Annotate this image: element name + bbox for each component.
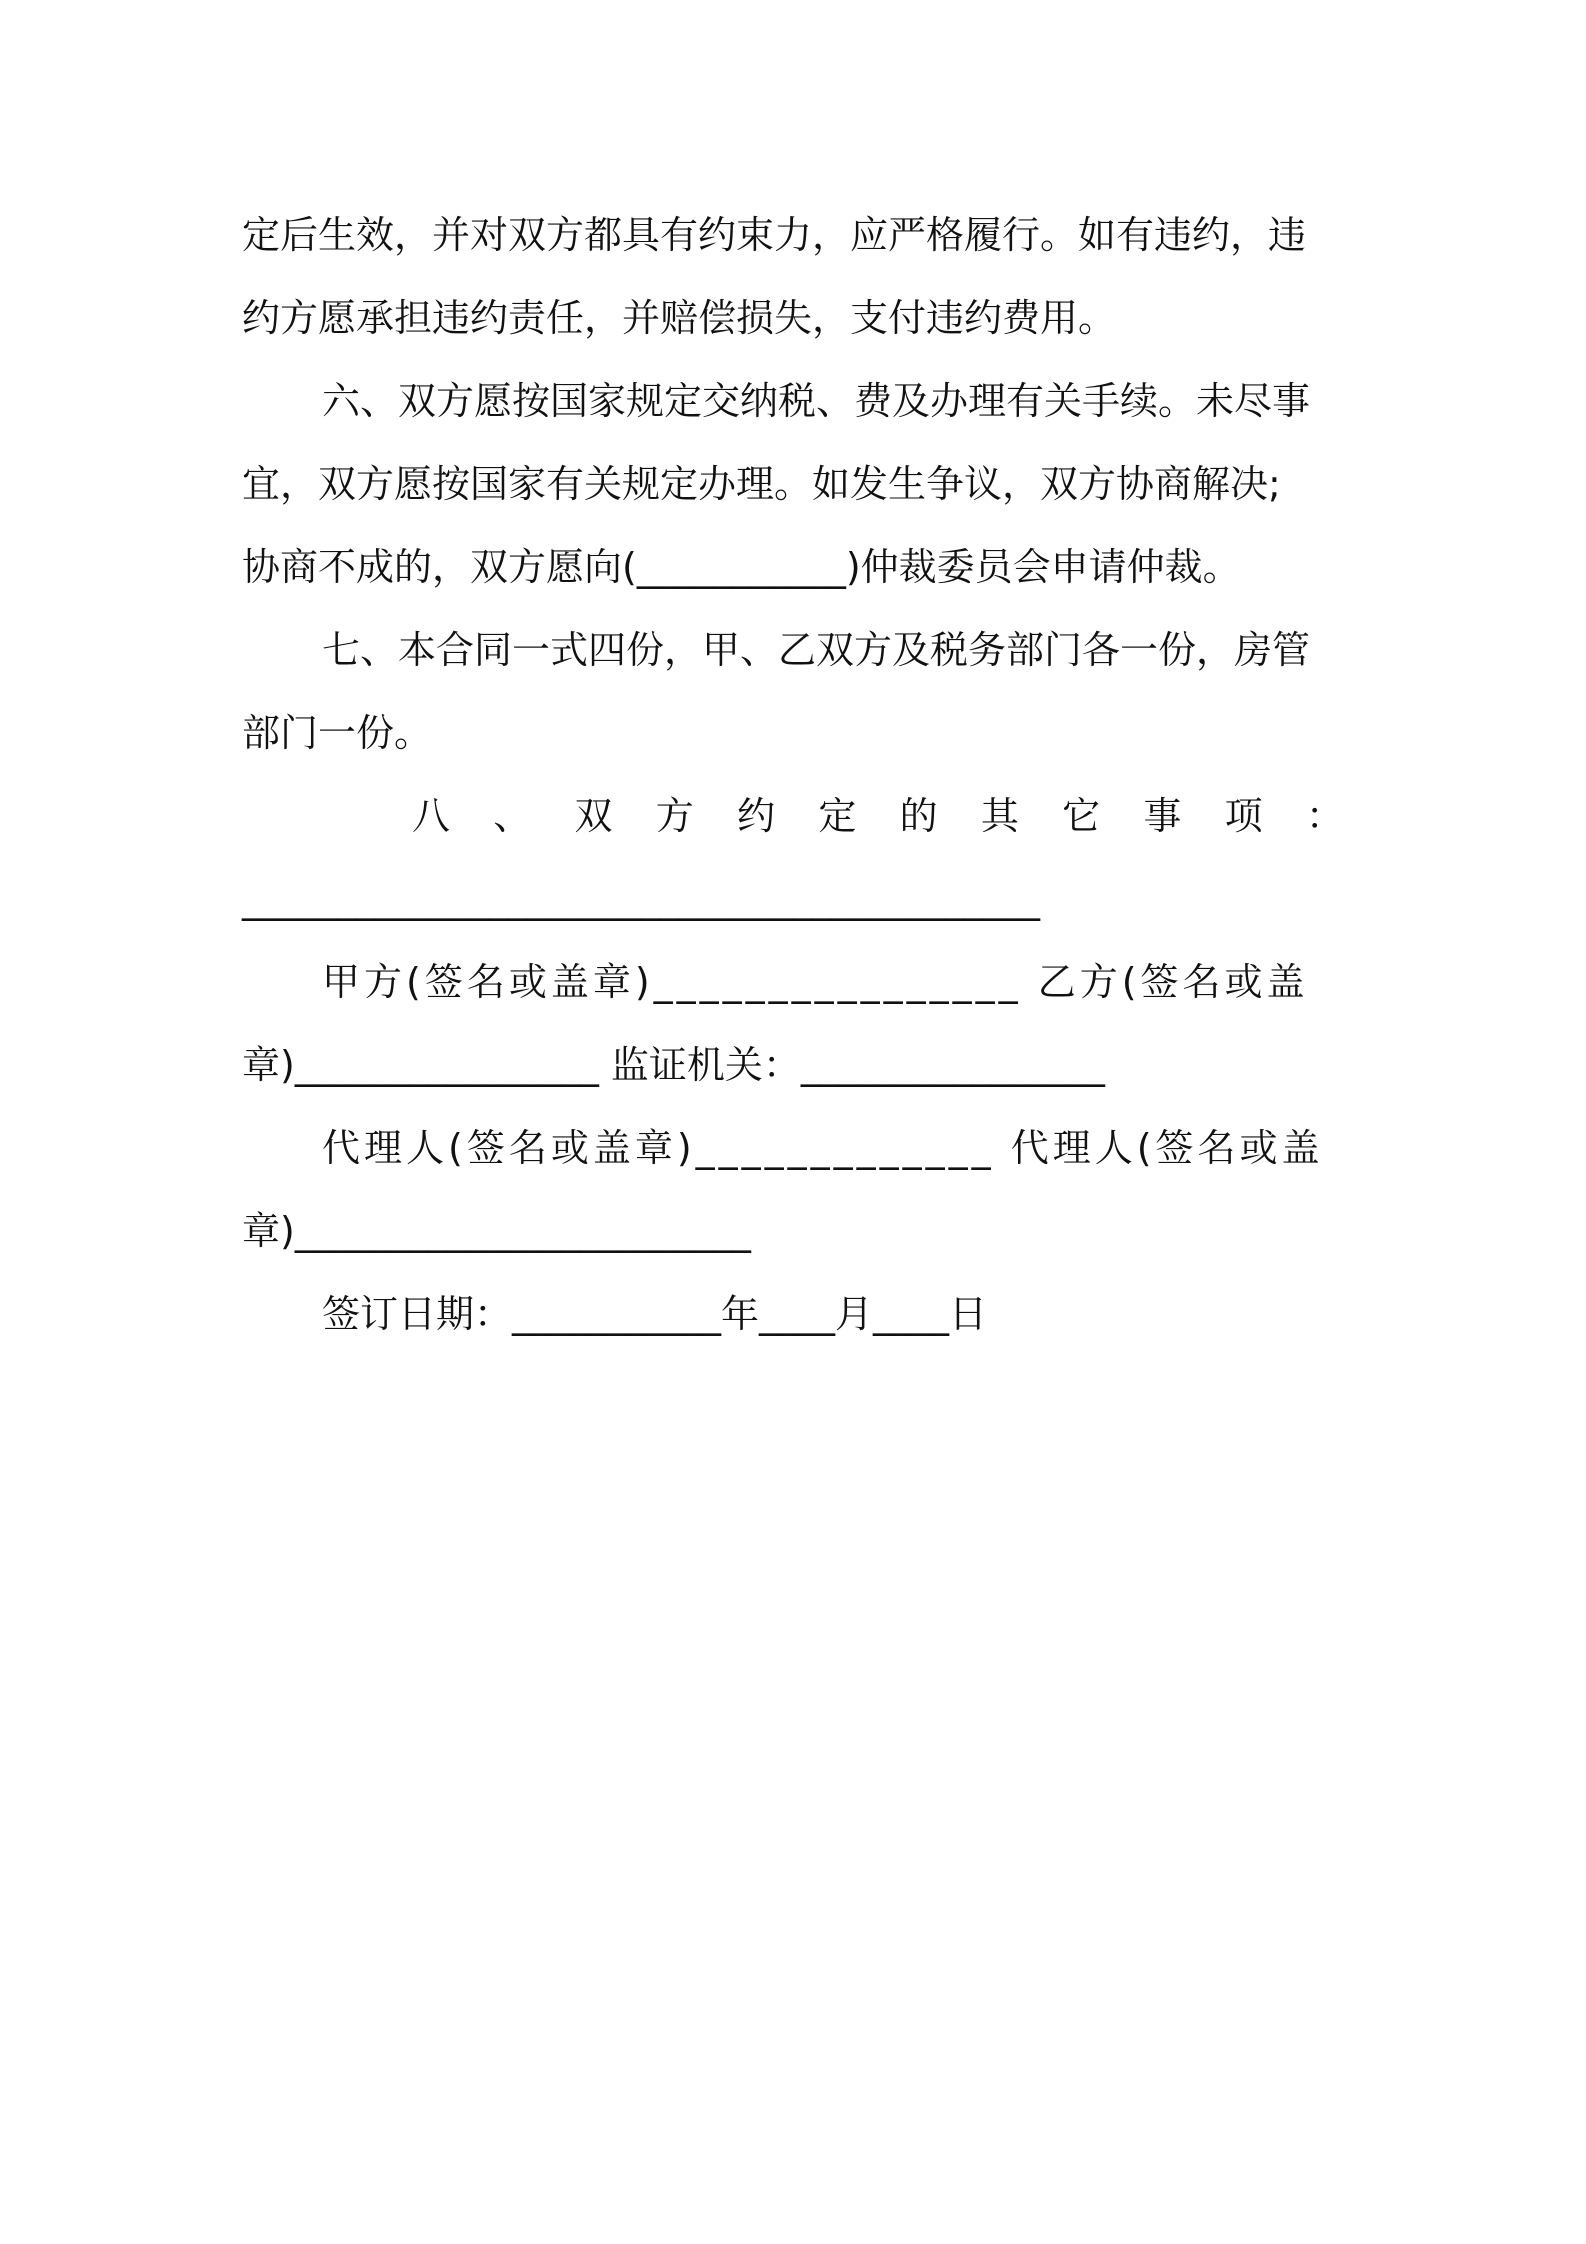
item8-char: ： [1305, 794, 1344, 838]
item8-char: 约 [737, 794, 776, 838]
paragraph-8-heading [242, 775, 1352, 858]
agent-signature-line: 代理人(签名或盖章)_____________ 代理人(签名或盖 [322, 1126, 1324, 1170]
paragraph-6-line-3: 协商不成的，双方愿向(___________)仲裁委员会申请仲裁。 [242, 545, 1241, 589]
paragraph-5-line-2: 约方愿承担违约责任，并赔偿损失，支付违约费用。 [242, 296, 1117, 340]
paragraph-7-line-2: 部门一份。 [242, 711, 433, 755]
item8-char: 的 [899, 794, 938, 838]
paragraph-5-line-1: 定后生效，并对双方都具有约束力，应严格履行。如有违约，违 [242, 213, 1307, 257]
item8-char: 八 [412, 794, 451, 838]
party-a-b-signature-line: 甲方(签名或盖章)________________ 乙方(签名或盖 [322, 960, 1309, 1004]
paragraph-6-line-2: 宜，双方愿按国家有关规定办理。如发生争议，双方协商解决; [242, 462, 1281, 506]
item8-char: 双 [574, 794, 613, 838]
sign-date-line: 签订日期：___________年____月____日 [322, 1292, 988, 1336]
contract-text [242, 194, 1352, 1356]
item8-char: 定 [818, 794, 857, 838]
item8-char: 项 [1224, 794, 1263, 838]
party-b-supervisor-line: 章)________________ 监证机关：________________ [242, 1043, 1105, 1087]
agent-signature-continued: 章)________________________ [242, 1209, 751, 1253]
paragraph-7-line-1: 七、本合同一式四份，甲、乙双方及税务部门各一份，房管 [322, 628, 1311, 672]
paragraph-8-blank-line: __________________________________________ [242, 877, 1040, 921]
item8-char: 其 [980, 794, 1019, 838]
item8-char: 它 [1062, 794, 1101, 838]
item8-char: 、 [493, 794, 532, 838]
item8-char: 方 [655, 794, 694, 838]
paragraph-6-line-1: 六、双方愿按国家规定交纳税、费及办理有关手续。未尽事 [322, 379, 1311, 423]
item8-char: 事 [1143, 794, 1182, 838]
